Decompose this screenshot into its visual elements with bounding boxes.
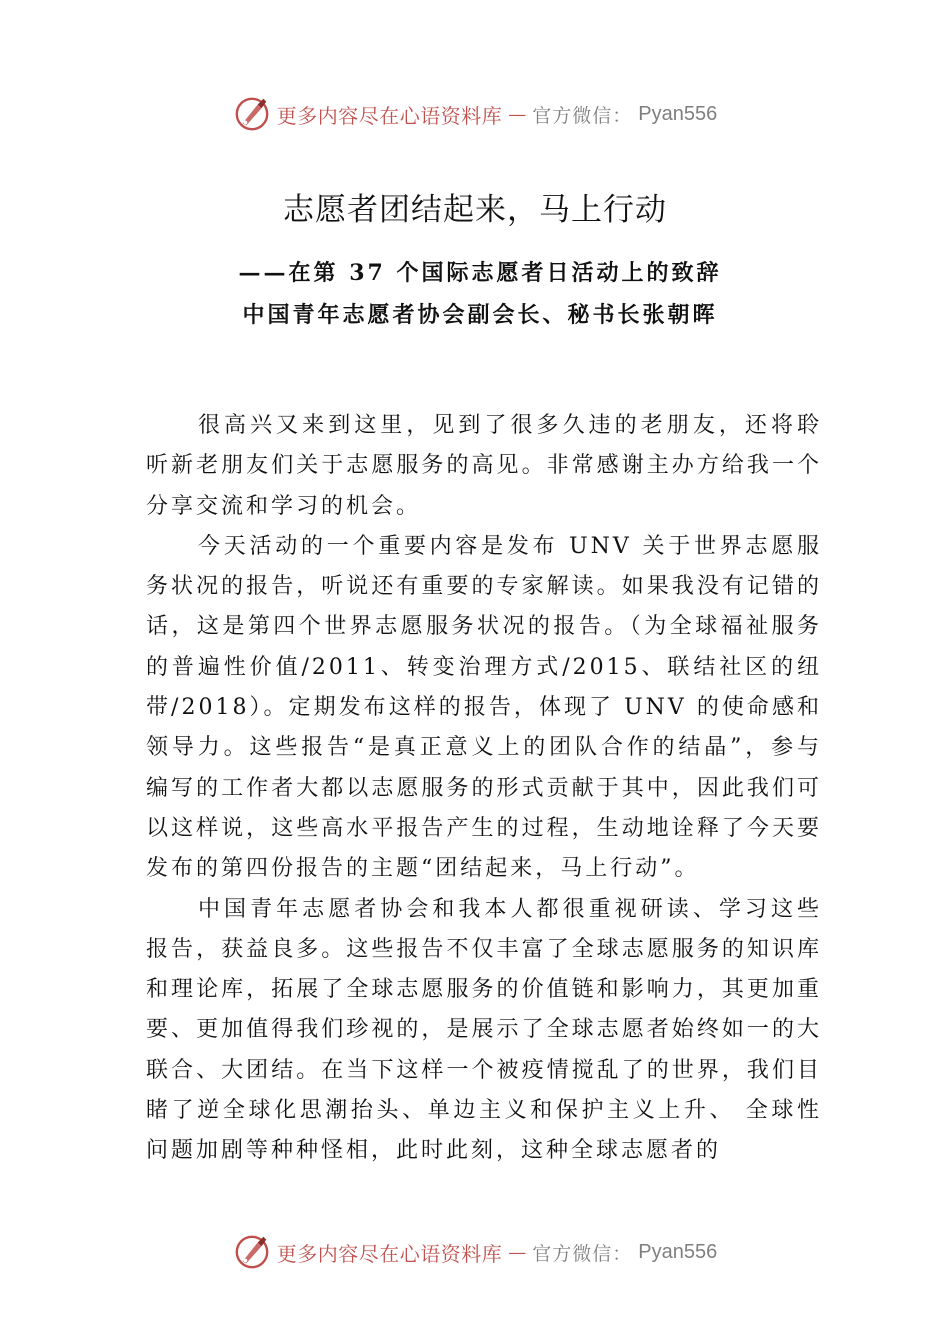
body-paragraph-2: 今天活动的一个重要内容是发布 UNV 关于世界志愿服务状况的报告，听说还有重要的专家解读。如果我没有记错的话，这是第四个世界志愿服务状况的报告。（为全球福祉服务的普遍性价值/2011、转变治理方式/2015、联结社区的纽带/2018）。定期发布这样的报告，体现了 UNV 的使命感和领导力。这些报告“是真正意义上的团队合作的结晶”，参与编写的工作者大都以志愿服务的形式贡献于其中，因此我们可以这样说，这些高水平报告产生的过程，生动地诠释了今天要发布的第四份报告的主题“团结起来，马上行动”。 — [146, 533, 822, 882]
pen-logo-icon — [233, 95, 271, 133]
body-paragraph-3: 中国青年志愿者协会和我本人都很重视研读、学习这些报告，获益良多。这些报告不仅丰富了全球志愿服务的知识库和理论库，拓展了全球志愿服务的价值链和影响力，其更加重要、更加值得我们珍视的，是展示了全球志愿者始终如一的大联合、大团结。在当下这样一个被疫情搅乱了的世界，我们目睹了逆全球化思潮抬头、单边主义和保护主义上升、 全球性问题加剧等种种怪相，此时此刻，这种全球志愿者的 — [146, 896, 822, 1164]
header-brand-text: 更多内容尽在心语资料库 — [276, 103, 503, 128]
page-subtitle: ——在第 37 个国际志愿者日活动上的致辞中国青年志愿者协会副会长、秘书长张朝晖 — [238, 260, 722, 328]
page-title: 志愿者团结起来，马上行动 — [283, 192, 667, 228]
header-banner — [0, 92, 950, 136]
footer-wechat-label: 官方微信： — [532, 1242, 633, 1265]
footer-separator: — — [508, 1241, 527, 1263]
document-body — [146, 406, 822, 1172]
header-wechat-label: 官方微信： — [532, 104, 633, 127]
body-paragraph-1: 很高兴又来到这里，见到了很多久违的老朋友，还将聆听新老朋友们关于志愿服务的高见。非常感谢主办方给我一个分享交流和学习的机会。 — [146, 413, 822, 519]
pen-logo-icon — [233, 1233, 271, 1271]
footer-wechat-id: Pyan556 — [638, 1240, 718, 1263]
header-separator: — — [508, 103, 527, 125]
header-wechat-id: Pyan556 — [638, 102, 718, 125]
footer-brand-text: 更多内容尽在心语资料库 — [276, 1241, 503, 1266]
footer-banner — [0, 1230, 950, 1274]
